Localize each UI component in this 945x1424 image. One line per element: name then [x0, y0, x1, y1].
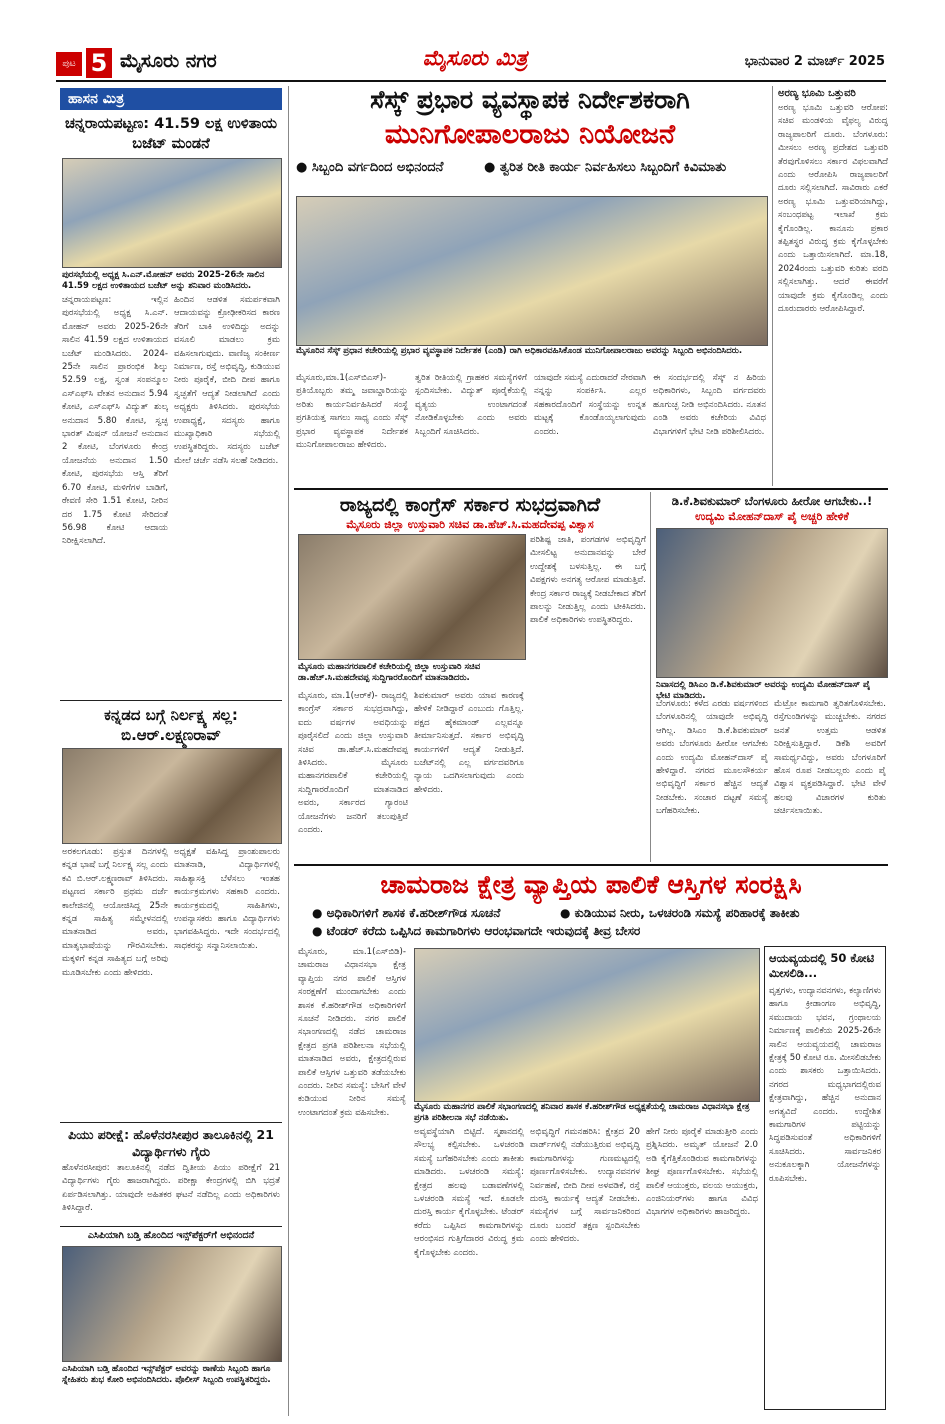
forest-headline: ಅರಣ್ಯ ಭೂಮಿ ಒತ್ತುವರಿ [778, 88, 856, 99]
puc-exam-body: ಹೊಳೆನರಸೀಪುರ: ತಾಲೂಕಿನಲ್ಲಿ ನಡೆದ ದ್ವಿತೀಯ ಪಿಯು ಪರೀಕ್ಷೆಗೆ 21 ವಿದ್ಯಾರ್ಥಿಗಳು ಗೈರು ಹಾಜರಾಗಿದ್ದರು. ಪರೀಕ್ಷಾ ಕೇಂದ್ರಗಳಲ್ಲಿ ಬಿಗಿ ಭದ್ರತೆ ಏರ್ಪಡಿಸಲಾಗಿತ್ತು. ಯಾವುದೇ ಅಹಿತಕರ ಘಟನೆ ನಡೆದಿಲ್ಲ ಎಂದು ಅಧಿಕಾರಿಗಳು ತಿಳಿಸಿದ್ದಾರೆ. [62, 1163, 280, 1214]
dateline: ಭಾನುವಾರ 2 ಮಾರ್ಚ್ 2025 [744, 54, 885, 69]
budget-story-col2: ಹಿಂದಿನ ಆಡಳಿತ ಸಮರ್ಪಕವಾಗಿ ಆದಾಯವನ್ನು ಕ್ರೋಢೀಕರಿಸದ ಕಾರಣ ತೆರಿಗೆ ಬಾಕಿ ಉಳಿದಿದ್ದು ಅದನ್ನು ವಸೂಲಿ ಮಾಡಲು ಕ್ರಮ ವಹಿಸಲಾಗುವುದು. ವಾಣಿಜ್ಯ ಸಂಕೀರ್ಣ ನಿರ್ಮಾಣ, ರಸ್ತೆ ಅಭಿವೃದ್ಧಿ, ಕುಡಿಯುವ ನೀರು ಪೂರೈಕೆ, ಬೀದಿ ದೀಪ ಹಾಗೂ ಸ್ವಚ್ಛತೆಗೆ ಆದ್ಯತೆ ನೀಡಲಾಗಿದೆ ಎಂದು ಅಧ್ಯಕ್ಷರು ತಿಳಿಸಿದರು. ಪುರಸಭೆಯ ಉಪಾಧ್ಯಕ್ಷೆ, ಸದಸ್ಯರು ಹಾಗೂ ಮುಖ್ಯಾಧಿಕಾರಿ ಸಭೆಯಲ್ಲಿ ಉಪಸ್ಥಿತರಿದ್ದರು. ಸದಸ್ಯರು ಬಜೆಟ್ ಮೇಲೆ ಚರ್ಚೆ ನಡೆಸಿ ಸಲಹೆ ನೀಡಿದರು. [174, 295, 280, 466]
kannada-headline: ಕನ್ನಡದ ಬಗ್ಗೆ ನಿರ್ಲಕ್ಷ್ಯ ಸಲ್ಲ: ಬಿ.ಆರ್.ಲಕ್ಷ್ಮಣರಾವ್ [60, 700, 282, 745]
right-divider [772, 86, 773, 486]
puc-exam-headline: ಪಿಯು ಪರೀಕ್ಷೆ: ಹೊಳೆನರಸೀಪುರ ತಾಲೂಕಿನಲ್ಲಿ 21 ವಿದ್ಯಾರ್ಥಿಗಳು ಗೈರು [60, 1122, 282, 1160]
dks-photo-caption: ನಿವಾಸದಲ್ಲಿ ಡಿಸಿಎಂ ಡಿ.ಕೆ.ಶಿವಕುಮಾರ್ ಅವರನ್ನು ಉದ್ಯಮಿ ಮೋಹನ್‌ದಾಸ್ ಪೈ ಭೇಟಿ ಮಾಡಿದರು. [656, 680, 871, 701]
chamaraja-bullet-1: ● ಅಧಿಕಾರಿಗಳಿಗೆ ಶಾಸಕ ಕೆ.ಹರೀಶ್‌ಗೌಡ ಸೂಚನೆ [312, 906, 501, 920]
budget-sidebar-box [764, 946, 886, 1410]
header-rule [56, 80, 886, 82]
page-number: 5 [86, 48, 112, 78]
cesc-story-col2: ತ್ವರಿತ ರೀತಿಯಲ್ಲಿ ಗ್ರಾಹಕರ ಸಮಸ್ಯೆಗಳಿಗೆ ಸ್ಪಂದಿಸಬೇಕು. ವಿದ್ಯುತ್ ಪೂರೈಕೆಯಲ್ಲಿ ವ್ಯತ್ಯಯ ಉಂಟಾಗದಂತೆ ನೋಡಿಕೊಳ್ಳಬೇಕು ಎಂದು ಅವರು ಸಿಬ್ಬಂದಿಗೆ ಸೂಚಿಸಿದರು. [415, 373, 527, 437]
acp-photo-caption: ಎಸಿಪಿಯಾಗಿ ಬಡ್ತಿ ಹೊಂದಿದ ಇನ್ಸ್‌ಪೆಕ್ಟರ್ ಅವರನ್ನು ಠಾಣೆಯ ಸಿಬ್ಬಂದಿ ಹಾಗೂ ಸ್ನೇಹಿತರು ಶುಭ ಕೋರಿ ಅಭಿನಂದಿಸಿದರು. ಪೊಲೀಸ್ ಸಿಬ್ಬಂದಿ ಉಪಸ್ಥಿತರಿದ್ದರು. [62, 1364, 271, 1385]
chamaraja-bullet-2: ● ಕುಡಿಯುವ ನೀರು, ಒಳಚರಂಡಿ ಸಮಸ್ಯೆ ಪರಿಹಾರಕ್ಕೆ ತಾಕೀತು [560, 906, 800, 920]
dks-story-col2: ಮೆಟ್ರೋ ಕಾಮಗಾರಿ ತ್ವರಿತಗೊಳಿಸಬೇಕು. ರಸ್ತೆಗುಂಡಿಗಳನ್ನು ಮುಚ್ಚಬೇಕು. ನಗರದ ಜನತೆ ಉತ್ತಮ ಆಡಳಿತ ನಿರೀಕ್ಷಿಸುತ್ತಿದ್ದಾರೆ. ಡಿಕೆಶಿ ಅವರಿಗೆ ಸಾಮರ್ಥ್ಯವಿದ್ದು, ಅವರು ಬೆಂಗಳೂರಿಗೆ ಹೊಸ ರೂಪ ನೀಡಬಲ್ಲರು ಎಂದು ಪೈ ವಿಶ್ವಾಸ ವ್ಯಕ್ತಪಡಿಸಿದ್ದಾರೆ. ಭೇಟಿ ವೇಳೆ ಹಲವು ವಿಚಾರಗಳ ಕುರಿತು ಚರ್ಚಿಸಲಾಯಿತು. [774, 699, 886, 817]
cesc-photo-caption: ಮೈಸೂರಿನ ಸೆಸ್ಕ್ ಪ್ರಧಾನ ಕಚೇರಿಯಲ್ಲಿ ಪ್ರಭಾರ ವ್ಯವಸ್ಥಾಪಕ ನಿರ್ದೇಶಕ (ಎಂಡಿ) ರಾಗಿ ಅಧಿಕಾರವಹಿಸಿಕೊಂಡ ಮುನಿಗೋಪಾಲರಾಜು ಅವರನ್ನು ಸಿಬ್ಬಂದಿ ಅಭಿನಂದಿಸಿದರು. [296, 346, 743, 356]
congress-photo-caption: ಮೈಸೂರು ಮಹಾನಗರಪಾಲಿಕೆ ಕಚೇರಿಯಲ್ಲಿ ಜಿಲ್ಲಾ ಉಸ್ತುವಾರಿ ಸಚಿವ ಡಾ.ಹೆಚ್.ಸಿ.ಮಹದೇವಪ್ಪ ಸುದ್ದಿಗಾರರೊಂದಿಗೆ ಮಾತನಾಡಿದರು. [298, 662, 481, 683]
budget-sidebar-body: ವೃತ್ತಗಳು, ಉದ್ಯಾನವನಗಳು, ಕಲ್ಯಾಣಿಗಳು ಹಾಗೂ ಕ್ರೀಡಾಂಗಣ ಅಭಿವೃದ್ಧಿ, ಸಮುದಾಯ ಭವನ, ಗ್ರಂಥಾಲಯ ನಿರ್ಮಾಣಕ್ಕೆ ಪಾಲಿಕೆಯ 2025-26ನೇ ಸಾಲಿನ ಆಯವ್ಯಯದಲ್ಲಿ ಚಾಮರಾಜ ಕ್ಷೇತ್ರಕ್ಕೆ 50 ಕೋಟಿ ರೂ. ಮೀಸಲಿಡಬೇಕು ಎಂದು ಶಾಸಕರು ಒತ್ತಾಯಿಸಿದರು. ನಗರದ ಮಧ್ಯಭಾಗದಲ್ಲಿರುವ ಕ್ಷೇತ್ರವಾಗಿದ್ದು, ಹೆಚ್ಚಿನ ಅನುದಾನ ಅಗತ್ಯವಿದೆ ಎಂದರು. ಉದ್ದೇಶಿತ ಕಾಮಗಾರಿಗಳ ಪಟ್ಟಿಯನ್ನು ಸಿದ್ಧಪಡಿಸುವಂತೆ ಅಧಿಕಾರಿಗಳಿಗೆ ಸೂಚಿಸಿದರು. ಸಾರ್ವಜನಿಕರ ಅನುಕೂಲಕ್ಕಾಗಿ ಯೋಜನೆಗಳನ್ನು ರೂಪಿಸಬೇಕು. [769, 986, 881, 1184]
page-label: ಪುಟ [56, 52, 82, 76]
section-name: ಮೈಸೂರು ನಗರ [120, 50, 217, 72]
chamaraja-photo-caption: ಮೈಸೂರು ಮಹಾನಗರ ಪಾಲಿಕೆ ಸಭಾಂಗಣದಲ್ಲಿ ಶನಿವಾರ ಶಾಸಕ ಕೆ.ಹರೀಶ್‌ಗೌಡ ಅಧ್ಯಕ್ಷತೆಯಲ್ಲಿ ಚಾಮರಾಜ ವಿಧಾನಸಭಾ ಕ್ಷೇತ್ರ ಪ್ರಗತಿ ಪರಿಶೀಲನಾ ಸಭೆ ನಡೆಯಿತು. [414, 1102, 750, 1123]
chamaraja-story-col2: ಅವ್ಯವಸ್ಥೆಯಾಗಿ ಬಿಟ್ಟಿದೆ. ಸ್ಮಶಾನದಲ್ಲಿ ಸೌಲಭ್ಯ ಕಲ್ಪಿಸಬೇಕು. ಒಳಚರಂಡಿ ಸಮಸ್ಯೆ ಬಗೆಹರಿಸಬೇಕು ಎಂದು ತಾಕೀತು ಮಾಡಿದರು. ಒಳಚರಂಡಿ ಸಮಸ್ಯೆ: ಕ್ಷೇತ್ರದ ಹಲವು ಬಡಾವಣೆಗಳಲ್ಲಿ ಒಳಚರಂಡಿ ಸಮಸ್ಯೆ ಇದೆ. ಕೂಡಲೇ ದುರಸ್ತಿ ಕಾರ್ಯ ಕೈಗೊಳ್ಳಬೇಕು. ಟೆಂಡರ್ ಕರೆದು ಒಪ್ಪಿಸಿದ ಕಾಮಗಾರಿಗಳನ್ನು ಆರಂಭಿಸದ ಗುತ್ತಿಗೆದಾರರ ವಿರುದ್ಧ ಕ್ರಮ ಕೈಗೊಳ್ಳಬೇಕು ಎಂದರು. [414, 1127, 524, 1258]
budget-photo-caption: ಪುರಸಭೆಯಲ್ಲಿ ಅಧ್ಯಕ್ಷ ಸಿ.ಎನ್.ಮೋಹನ್ ಅವರು 2025-26ನೇ ಸಾಲಿನ 41.59 ಲಕ್ಷದ ಉಳಿತಾಯದ ಬಜೆಟ್ ಅನ್ನು ಶನಿವಾರ ಮಂಡಿಸಿದರು. [62, 270, 265, 291]
kannada-story-col1: ಅರಕಲಗೂಡು: ಪ್ರಸ್ತುತ ದಿನಗಳಲ್ಲಿ ಕನ್ನಡ ಭಾಷೆ ಬಗ್ಗೆ ನಿರ್ಲಕ್ಷ್ಯ ಸಲ್ಲ ಎಂದು ಕವಿ ಬಿ.ಆರ್.ಲಕ್ಷ್ಮಣರಾವ್ ತಿಳಿಸಿದರು. ಪಟ್ಟಣದ ಸರ್ಕಾರಿ ಪ್ರಥಮ ದರ್ಜೆ ಕಾಲೇಜಿನಲ್ಲಿ ಆಯೋಜಿಸಿದ್ದ 25ನೇ ಕನ್ನಡ ಸಾಹಿತ್ಯ ಸಮ್ಮೇಳನದಲ್ಲಿ ಮಾತನಾಡಿದ ಅವರು, ಮಾತೃಭಾಷೆಯನ್ನು ಗೌರವಿಸಬೇಕು. ಮಕ್ಕಳಿಗೆ ಕನ್ನಡ ಸಾಹಿತ್ಯದ ಬಗ್ಗೆ ಅರಿವು ಮೂಡಿಸಬೇಕು ಎಂದು ಹೇಳಿದರು. [62, 847, 168, 978]
chamaraja-meeting-photo [414, 948, 760, 1102]
budget-meeting-photo [62, 158, 282, 268]
chamaraja-story-col4: ಹೇಗೆ ನೀರು ಪೂರೈಕೆ ಮಾಡುತ್ತೀರಿ ಎಂದು ಪ್ರಶ್ನಿಸಿದರು. ಅಮೃತ್ ಯೋಜನೆ 2.0 ಅಡಿ ಕೈಗೆತ್ತಿಕೊಂಡಿರುವ ಕಾಮಗಾರಿಗಳನ್ನು ಶೀಘ್ರ ಪೂರ್ಣಗೊಳಿಸಬೇಕು. ಸಭೆಯಲ್ಲಿ ಪಾಲಿಕೆ ಆಯುಕ್ತರು, ವಲಯ ಆಯುಕ್ತರು, ಎಂಜಿನಿಯರ್‌ಗಳು ಹಾಗೂ ವಿವಿಧ ವಿಭಾಗಗಳ ಅಧಿಕಾರಿಗಳು ಹಾಜರಿದ್ದರು. [646, 1127, 758, 1218]
cesc-bullet-1: ● ಸಿಬ್ಬಂದಿ ವರ್ಗದಿಂದ ಅಭಿನಂದನೆ [296, 160, 444, 175]
channarayapatna-headline: ಚನ್ನರಾಯಪಟ್ಟಣ: 41.59 ಲಕ್ಷ ಉಳಿತಾಯ ಬಜೆಟ್ ಮಂಡನೆ [64, 116, 278, 152]
chamaraja-story-col1: ಮೈಸೂರು, ಮಾ.1(ಎಸ್‌ಬಿಡಿ)- ಚಾಮರಾಜ ವಿಧಾನಸಭಾ ಕ್ಷೇತ್ರ ವ್ಯಾಪ್ತಿಯ ನಗರ ಪಾಲಿಕೆ ಆಸ್ತಿಗಳ ಸಂರಕ್ಷಣೆಗೆ ಮುಂದಾಗಬೇಕು ಎಂದು ಶಾಸಕ ಕೆ.ಹರೀಶ್‌ಗೌಡ ಅಧಿಕಾರಿಗಳಿಗೆ ಸೂಚನೆ ನೀಡಿದರು. ನಗರ ಪಾಲಿಕೆ ಸಭಾಂಗಣದಲ್ಲಿ ನಡೆದ ಚಾಮರಾಜ ಕ್ಷೇತ್ರದ ಪ್ರಗತಿ ಪರಿಶೀಲನಾ ಸಭೆಯಲ್ಲಿ ಮಾತನಾಡಿದ ಅವರು, ಕ್ಷೇತ್ರದಲ್ಲಿರುವ ಪಾಲಿಕೆ ಆಸ್ತಿಗಳ ಒತ್ತುವರಿ ತಡೆಯಬೇಕು ಎಂದರು. ನೀರಿನ ಸಮಸ್ಯೆ: ಬೇಸಿಗೆ ವೇಳೆ ಕುಡಿಯುವ ನೀರಿನ ಸಮಸ್ಯೆ ಉಂಟಾಗದಂತೆ ಕ್ರಮ ವಹಿಸಬೇಕು. [298, 947, 406, 1118]
congress-story-col2: ಶಿವಕುಮಾರ್ ಅವರು ಯಾವ ಕಾರಣಕ್ಕೆ ಹೇಳಿಕೆ ನೀಡಿದ್ದಾರೆ ಎಂಬುದು ಗೊತ್ತಿಲ್ಲ. ಪಕ್ಷದ ಹೈಕಮಾಂಡ್ ಎಲ್ಲವನ್ನೂ ತೀರ್ಮಾನಿಸುತ್ತದೆ. ಸರ್ಕಾರ ಅಭಿವೃದ್ಧಿ ಕಾರ್ಯಗಳಿಗೆ ಆದ್ಯತೆ ನೀಡುತ್ತಿದೆ. ಬಜೆಟ್‌ನಲ್ಲಿ ಎಲ್ಲ ವರ್ಗದವರಿಗೂ ನ್ಯಾಯ ಒದಗಿಸಲಾಗುವುದು ಎಂದು ಹೇಳಿದರು. [414, 691, 524, 795]
mid-rule [294, 488, 888, 490]
congress-subhead: ಮೈಸೂರು ಜಿಲ್ಲಾ ಉಸ್ತುವಾರಿ ಸಚಿವ ಡಾ.ಹೆಚ್.ಸಿ.ಮಹದೇವಪ್ಪ ವಿಶ್ವಾಸ [346, 518, 594, 531]
cesc-story-col3: ಯಾವುದೇ ಸಮಸ್ಯೆ ಎದುರಾದರೆ ನೇರವಾಗಿ ನನ್ನನ್ನು ಸಂಪರ್ಕಿಸಿ. ಎಲ್ಲರ ಸಹಕಾರದೊಂದಿಗೆ ಸಂಸ್ಥೆಯನ್ನು ಉನ್ನತ ಮಟ್ಟಕ್ಕೆ ಕೊಂಡೊಯ್ಯಲಾಗುವುದು ಎಂದರು. [534, 373, 646, 437]
congress-story-col1: ಮೈಸೂರು, ಮಾ.1(ಆರ್‌ಕೆ)- ರಾಜ್ಯದಲ್ಲಿ ಕಾಂಗ್ರೆಸ್ ಸರ್ಕಾರ ಸುಭದ್ರವಾಗಿದ್ದು, ಐದು ವರ್ಷಗಳ ಅವಧಿಯನ್ನು ಪೂರೈಸಲಿದೆ ಎಂದು ಜಿಲ್ಲಾ ಉಸ್ತುವಾರಿ ಸಚಿವ ಡಾ.ಹೆಚ್.ಸಿ.ಮಹದೇವಪ್ಪ ತಿಳಿಸಿದರು. ಮೈಸೂರು ಮಹಾನಗರಪಾಲಿಕೆ ಕಚೇರಿಯಲ್ಲಿ ಸುದ್ದಿಗಾರರೊಂದಿಗೆ ಮಾತನಾಡಿದ ಅವರು, ಸರ್ಕಾರದ ಗ್ಯಾರಂಟಿ ಯೋಜನೆಗಳು ಜನರಿಗೆ ತಲುಪುತ್ತಿವೆ ಎಂದರು. [298, 691, 408, 836]
congress-story-col3: ಪರಿಶಿಷ್ಟ ಜಾತಿ, ಪಂಗಡಗಳ ಅಭಿವೃದ್ಧಿಗೆ ಮೀಸಲಿಟ್ಟ ಅನುದಾನವನ್ನು ಬೇರೆ ಉದ್ದೇಶಕ್ಕೆ ಬಳಸುತ್ತಿಲ್ಲ. ಈ ಬಗ್ಗೆ ವಿಪಕ್ಷಗಳು ಅನಗತ್ಯ ಆರೋಪ ಮಾಡುತ್ತಿವೆ. ಕೇಂದ್ರ ಸರ್ಕಾರ ರಾಜ್ಯಕ್ಕೆ ನೀಡಬೇಕಾದ ತೆರಿಗೆ ಪಾಲನ್ನು ನೀಡುತ್ತಿಲ್ಲ ಎಂದು ಟೀಕಿಸಿದರು. ಪಾಲಿಕೆ ಅಧಿಕಾರಿಗಳು ಉಪಸ್ಥಿತರಿದ್ದರು. [530, 535, 646, 626]
cesc-bullet-2: ● ತ್ವರಿತ ರೀತಿ ಕಾರ್ಯ ನಿರ್ವಹಿಸಲು ಸಿಬ್ಬಂದಿಗೆ ಕಿವಿಮಾತು [484, 160, 727, 175]
dks-headline: ಡಿ.ಕೆ.ಶಿವಕುಮಾರ್ ಬೆಂಗಳೂರು ಹೀರೋ ಆಗಬೇಕು..! [671, 494, 873, 508]
cesc-story-col4: ಈ ಸಂದರ್ಭದಲ್ಲಿ ಸೆಸ್ಕ್ ನ ಹಿರಿಯ ಅಧಿಕಾರಿಗಳು, ಸಿಬ್ಬಂದಿ ವರ್ಗದವರು ಹೂಗುಚ್ಛ ನೀಡಿ ಅಭಿನಂದಿಸಿದರು. ನೂತನ ಎಂಡಿ ಅವರು ಕಚೇರಿಯ ವಿವಿಧ ವಿಭಾಗಗಳಿಗೆ ಭೇಟಿ ನೀಡಿ ಪರಿಶೀಲಿಸಿದರು. [653, 373, 766, 437]
congress-headline: ರಾಜ್ಯದಲ್ಲಿ ಕಾಂಗ್ರೆಸ್ ಸರ್ಕಾರ ಸುಭದ್ರವಾಗಿದೆ [339, 494, 601, 516]
page-header [0, 0, 945, 80]
cesc-story-col1: ಮೈಸೂರು,ಮಾ.1(ಎಸ್‌ಬಿಎಸ್)-ಪ್ರತಿಯೊಬ್ಬರು ತಮ್ಮ ಜವಾಬ್ದಾರಿಯನ್ನು ಅರಿತು ಕಾರ್ಯನಿರ್ವಹಿಸಿದರೆ ಸಂಸ್ಥೆ ಪ್ರಗತಿಯತ್ತ ಸಾಗಲು ಸಾಧ್ಯ ಎಂದು ಸೆಸ್ಕ್ ಪ್ರಭಾರ ವ್ಯವಸ್ಥಾಪಕ ನಿರ್ದೇಶಕ ಮುನಿಗೋಪಾಲರಾಜು ಹೇಳಿದರು. [296, 373, 408, 451]
dks-subhead: ಉದ್ಯಮಿ ಮೋಹನ್‌ದಾಸ್ ಪೈ ಅಚ್ಚರಿ ಹೇಳಿಕೆ [695, 510, 849, 523]
cesc-headline-line1: ಸೆಸ್ಕ್ ಪ್ರಭಾರ ವ್ಯವಸ್ಥಾಪಕ ನಿರ್ದೇಶಕರಾಗಿ [370, 85, 690, 114]
column-divider [288, 86, 289, 1416]
budget-story-col1: ಚನ್ನರಾಯಪಟ್ಟಣ: ಇಲ್ಲಿನ ಪುರಸಭೆಯಲ್ಲಿ ಅಧ್ಯಕ್ಷ ಸಿ.ಎನ್. ಮೋಹನ್ ಅವರು 2025-26ನೇ ಸಾಲಿನ 41.59 ಲಕ್ಷದ ಉಳಿತಾಯದ ಬಜೆಟ್ ಮಂಡಿಸಿದರು. 2024-25ನೇ ಸಾಲಿನ ಪ್ರಾರಂಭಿಕ ಶಿಲ್ಕು 52.59 ಲಕ್ಷ, ಸ್ವಂತ ಸಂಪನ್ಮೂಲ ಎಸ್‌ಎಫ್‌ಸಿ ವೇತನ ಅನುದಾನ 5.94 ಕೋಟಿ, ಎಸ್‌ಎಫ್‌ಸಿ ವಿದ್ಯುತ್ ಶುಲ್ಕ ಅನುದಾನ 5.80 ಕೋಟಿ, ಸ್ವಚ್ಛ ಭಾರತ್ ಮಿಷನ್ ಯೋಜನೆ ಅನುದಾನ 2 ಕೋಟಿ, ಬೆಂಗಳೂರು ಕೇಂದ್ರ ಯೋಜನೆಯ ಅನುದಾನ 1.50 ಕೋಟಿ, ಪುರಸಭೆಯ ಆಸ್ತಿ ತೆರಿಗೆ 6.70 ಕೋಟಿ, ಮಳಿಗೆಗಳ ಬಾಡಿಗೆ, ಠೇವಣಿ ಸೇರಿ 1.51 ಕೋಟಿ, ನೀರಿನ ದರ 1.75 ಕೋಟಿ ಸೇರಿದಂತೆ 56.98 ಕೋಟಿ ಆದಾಯ ನಿರೀಕ್ಷಿಸಲಾಗಿದೆ. [62, 295, 168, 547]
kannada-event-photo [62, 748, 282, 844]
bottom-rule [294, 864, 888, 866]
dks-story-col1: ಬೆಂಗಳೂರು: ಕಳೆದ ಎರಡು ವರ್ಷಗಳಿಂದ ಬೆಂಗಳೂರಿನಲ್ಲಿ ಯಾವುದೇ ಅಭಿವೃದ್ಧಿ ಆಗಿಲ್ಲ. ಡಿಸಿಎಂ ಡಿ.ಕೆ.ಶಿವಕುಮಾರ್ ಅವರು ಬೆಂಗಳೂರು ಹೀರೋ ಆಗಬೇಕು ಎಂದು ಉದ್ಯಮಿ ಮೋಹನ್‌ದಾಸ್ ಪೈ ಹೇಳಿದ್ದಾರೆ. ನಗರದ ಮೂಲಸೌಕರ್ಯ ಅಭಿವೃದ್ಧಿಗೆ ಸರ್ಕಾರ ಹೆಚ್ಚಿನ ಆದ್ಯತೆ ನೀಡಬೇಕು. ಸಂಚಾರ ದಟ್ಟಣೆ ಸಮಸ್ಯೆ ಬಗೆಹರಿಸಬೇಕು. [656, 699, 768, 817]
kannada-story-col2: ಅಧ್ಯಕ್ಷತೆ ವಹಿಸಿದ್ದ ಪ್ರಾಂಶುಪಾಲರು ಮಾತನಾಡಿ, ವಿದ್ಯಾರ್ಥಿಗಳಲ್ಲಿ ಸಾಹಿತ್ಯಾಸಕ್ತಿ ಬೆಳೆಸಲು ಇಂತಹ ಕಾರ್ಯಕ್ರಮಗಳು ಸಹಕಾರಿ ಎಂದರು. ಕಾರ್ಯಕ್ರಮದಲ್ಲಿ ಸಾಹಿತಿಗಳು, ಉಪನ್ಯಾಸಕರು ಹಾಗೂ ವಿದ್ಯಾರ್ಥಿಗಳು ಭಾಗವಹಿಸಿದ್ದರು. ಇದೇ ಸಂದರ್ಭದಲ್ಲಿ ಸಾಧಕರನ್ನು ಸನ್ಮಾನಿಸಲಾಯಿತು. [174, 847, 280, 951]
chamaraja-headline: ಚಾಮರಾಜ ಕ್ಷೇತ್ರ ವ್ಯಾಪ್ತಿಯ ಪಾಲಿಕೆ ಆಸ್ತಿಗಳ ಸಂರಕ್ಷಿಸಿ [380, 870, 802, 899]
cesc-headline-line2: ಮುನಿಗೋಪಾಲರಾಜು ನಿಯೋಜನೆ [384, 119, 676, 150]
cesc-group-photo [296, 196, 768, 346]
chamaraja-bullet-3: ● ಟೆಂಡರ್ ಕರೆದು ಒಪ್ಪಿಸಿದ ಕಾಮಗಾರಿಗಳು ಆರಂಭವಾಗದೇ ಇರುವುದಕ್ಕೆ ತೀವ್ರ ಬೇಸರ [312, 924, 641, 938]
acp-headline: ಎಸಿಪಿಯಾಗಿ ಬಡ್ತಿ ಹೊಂದಿದ ಇನ್ಸ್‌ಪೆಕ್ಟರ್‌ಗೆ ಅಭಿನಂದನೆ [60, 1226, 282, 1243]
hassan-mitra-box-title: ಹಾಸನ ಮಿತ್ರ [60, 88, 282, 110]
forest-story-body: ಅರಣ್ಯ ಭೂಮಿ ಒತ್ತುವರಿ ಆರೋಪ: ಸಚಿವ ಮಂಡಳಿಯ ವೈಫಲ್ಯ ವಿರುದ್ಧ ರಾಜ್ಯಪಾಲರಿಗೆ ದೂರು. ಬೆಂಗಳೂರು: ಮೀಸಲು ಅರಣ್ಯ ಪ್ರದೇಶದ ಒತ್ತುವರಿ ತೆರವುಗೊಳಿಸಲು ಸರ್ಕಾರ ವಿಫಲವಾಗಿದೆ ಎಂದು ಆರೋಪಿಸಿ ರಾಜ್ಯಪಾಲರಿಗೆ ದೂರು ಸಲ್ಲಿಸಲಾಗಿದೆ. ಸಾವಿರಾರು ಎಕರೆ ಅರಣ್ಯ ಭೂಮಿ ಒತ್ತುವರಿಯಾಗಿದ್ದು, ಸಂಬಂಧಪಟ್ಟ ಇಲಾಖೆ ಕ್ರಮ ಕೈಗೊಂಡಿಲ್ಲ. ಕಾನೂನು ಪ್ರಕಾರ ತಪ್ಪಿತಸ್ಥರ ವಿರುದ್ಧ ಕ್ರಮ ಕೈಗೊಳ್ಳಬೇಕು ಎಂದು ಒತ್ತಾಯಿಸಲಾಗಿದೆ. ಮಾ.18, 2024ರಂದು ಒತ್ತುವರಿ ಕುರಿತು ವರದಿ ಸಲ್ಲಿಸಲಾಗಿತ್ತು. ಆದರೆ ಈವರೆಗೆ ಯಾವುದೇ ಕ್ರಮ ಕೈಗೊಂಡಿಲ್ಲ ಎಂದು ದೂರುದಾರರು ಆರೋಪಿಸಿದ್ದಾರೆ. [778, 103, 888, 315]
dks-meeting-photo [656, 528, 888, 678]
dks-divider [650, 492, 651, 862]
masthead: ಮೈಸೂರು ಮಿತ್ರ [422, 46, 528, 70]
chamaraja-story-col3: ಅಭಿವೃದ್ಧಿಗೆ ಗಮನಹರಿಸಿ: ಕ್ಷೇತ್ರದ 20 ವಾರ್ಡ್‌ಗಳಲ್ಲಿ ನಡೆಯುತ್ತಿರುವ ಅಭಿವೃದ್ಧಿ ಕಾಮಗಾರಿಗಳನ್ನು ಗುಣಮಟ್ಟದಲ್ಲಿ ಪೂರ್ಣಗೊಳಿಸಬೇಕು. ಉದ್ಯಾನವನಗಳ ನಿರ್ವಹಣೆ, ಬೀದಿ ದೀಪ ಅಳವಡಿಕೆ, ರಸ್ತೆ ದುರಸ್ತಿ ಕಾರ್ಯಕ್ಕೆ ಆದ್ಯತೆ ನೀಡಬೇಕು. ಸಮಸ್ಯೆಗಳ ಬಗ್ಗೆ ಸಾರ್ವಜನಿಕರಿಂದ ದೂರು ಬಂದರೆ ತಕ್ಷಣ ಸ್ಪಂದಿಸಬೇಕು ಎಂದು ಹೇಳಿದರು. [530, 1127, 640, 1245]
acp-felicitation-photo [62, 1246, 282, 1362]
minister-press-photo [298, 534, 526, 660]
budget-sidebar-headline: ಆಯವ್ಯಯದಲ್ಲಿ 50 ಕೋಟಿ ಮೀಸಲಿಡಿ... [769, 951, 875, 980]
